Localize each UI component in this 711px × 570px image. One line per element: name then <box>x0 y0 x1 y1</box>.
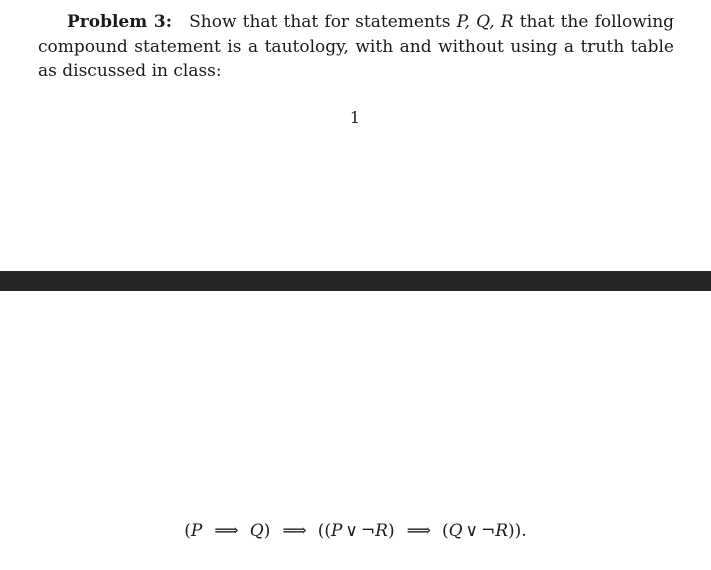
formula-implies: ⟹ <box>214 521 238 541</box>
formula-var-p: P <box>330 521 343 541</box>
formula-var-p: P <box>190 521 203 541</box>
problem-text-intro: Show that that for statements <box>189 12 451 32</box>
formula-main-implies: ⟹ <box>282 521 306 541</box>
formula-paren: ( <box>184 521 191 541</box>
formula-not: ¬ <box>360 521 376 541</box>
document-page-2 <box>0 291 711 570</box>
page-separator <box>0 271 711 291</box>
formula-paren: )). <box>508 521 527 541</box>
document-page-1 <box>0 0 711 271</box>
tautology-formula <box>0 521 711 541</box>
formula-implies: ⟹ <box>406 521 430 541</box>
problem-statement <box>38 10 674 84</box>
formula-not: ¬ <box>480 521 496 541</box>
formula-or: ∨ <box>465 521 478 541</box>
formula-var-q: Q <box>249 521 264 541</box>
formula-or: ∨ <box>345 521 358 541</box>
formula-paren: ( <box>441 521 449 541</box>
problem-text-rest: that the following compound statement is a tautology, with and without using a truth table as discussed in class: <box>38 12 675 81</box>
formula-paren: (( <box>317 521 331 541</box>
page-number: 1 <box>349 108 361 127</box>
formula-var-r: R <box>495 521 509 541</box>
formula-paren: ) <box>387 521 395 541</box>
problem-variables: P, Q, R <box>456 12 514 32</box>
problem-heading: Problem 3: <box>67 12 172 32</box>
formula-var-q: Q <box>448 521 463 541</box>
formula-paren: ) <box>263 521 271 541</box>
formula-var-r: R <box>375 521 388 541</box>
